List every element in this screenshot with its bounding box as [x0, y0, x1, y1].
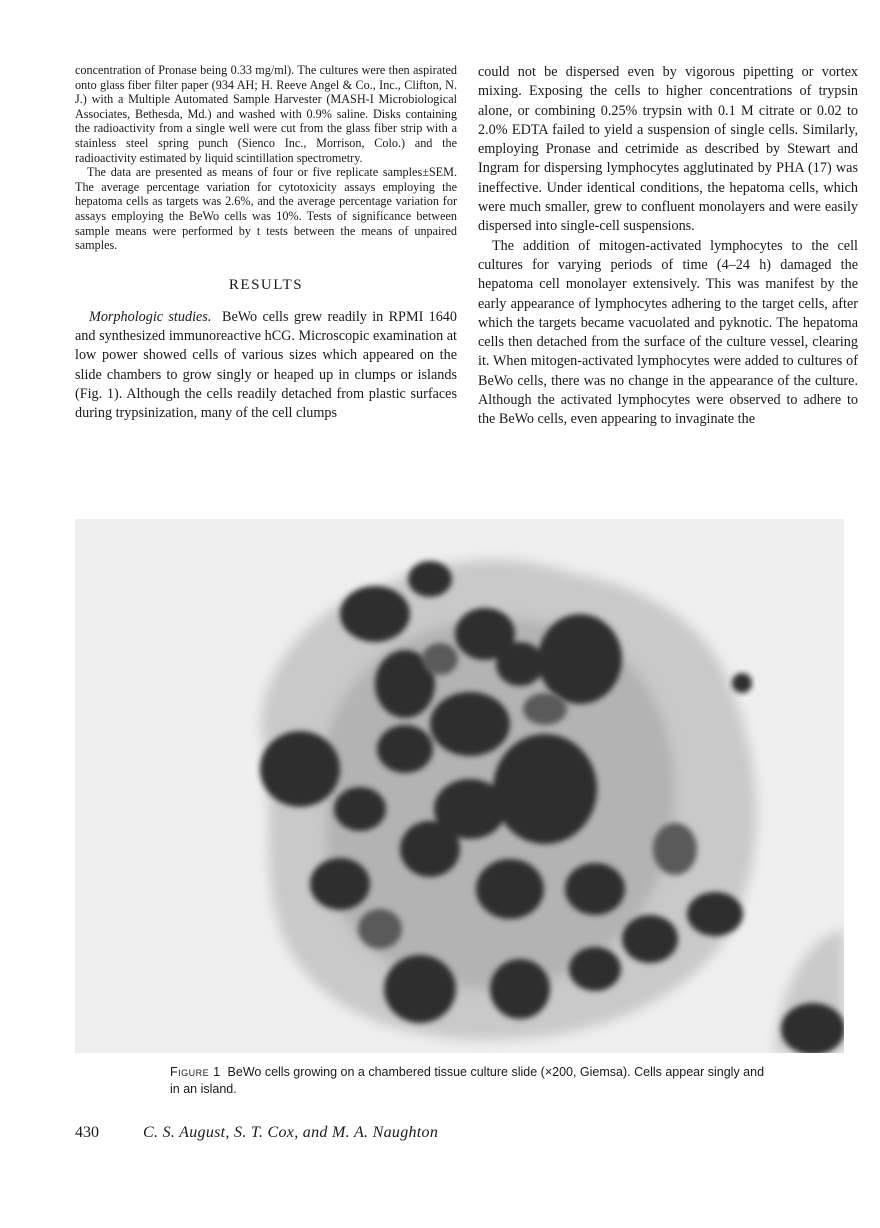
- right-paragraph-1: could not be dispersed even by vigorous pipetting or vortex mixing. Exposing the cells to higher concentrations of trypsin alone, or combining 0.25% trypsin with 0.1 M citrate or 0.02 to 2.0% EDTA failed to yield a suspension of single cells. Similarly, employing Pronase and cetrimide as described by Stewart and Ingram for dispersing lymphocytes agglutinated by PHA (17) was ineffective. Under identical conditions, the hepatoma cells, which were much smaller, grew to confluent monolayers and were easily dispersed into single-cell suspensions.: [478, 64, 858, 235]
- figure-caption-text: BeWo cells growing on a chambered tissue culture slide (×200, Giemsa). Cells appear singly and in an island.: [170, 1065, 765, 1096]
- methods-paragraph-1: concentration of Pronase being 0.33 mg/ml). The cultures were then aspirated onto glass fiber filter paper (934 AH; H. Reeve Angel & Co., Inc., Clifton, N. J.) with a Multiple Automated Sample Harvester (MASH-I Microbiological Associates, Bethesda, Md.) and washed with 0.9% saline. Disks containing the radioactivity from a single well were cut from the glass fiber strip with a stainless steel spring punch (Sienco Inc., Morrison, Colo.) and the radioactivity estimated by liquid scintillation spectrometry.: [75, 63, 457, 165]
- page-footer: [75, 1124, 775, 1142]
- figure-micrograph: [75, 519, 844, 1053]
- results-paragraph: [75, 308, 457, 424]
- results-paragraph-text: BeWo cells grew readily in RPMI 1640 and synthesized immunoreactive hCG. Microscopic examination at low power showed cells of various sizes which appeared on the slide chambers to grow singly or heaped up in clumps or islands (Fig. 1). Although the cells readily detached from plastic surfaces during trypsinization, many of the cell clumps: [75, 308, 457, 422]
- figure-label: Figure 1: [170, 1065, 221, 1079]
- right-paragraph-2: The addition of mitogen-activated lymphocytes to the cell cultures for varying periods of time (4–24 h) damaged the hepatoma cell monolayer extensively. This was manifest by the early appearance of lymphocytes adhering to the target cells, after which the targets became vacuolated and pyknotic. The hepatoma cells then detached from the surface of the culture vessel, clearing it. When mitogen-activated lymphocytes were added to cultures of BeWo cells, there was no change in the appearance of the culture. Although the activated lymphocytes were observed to adhere to the BeWo cells, even appearing to invaginate the: [478, 237, 858, 428]
- left-column: [75, 63, 457, 424]
- results-text: [75, 308, 457, 424]
- footer-authors: C. S. August, S. T. Cox, and M. A. Naughton: [143, 1124, 439, 1141]
- methods-paragraph-2: The data are presented as means of four or five replicate samples±SEM. The average percentage variation for cytotoxicity assays employing the hepatoma cells as targets was 2.6%, and the average percentage variation for assays employing the BeWo cells was 10%. Tests of significance between sample means were performed by t tests between the means of unpaired samples.: [75, 165, 457, 253]
- micrograph-image: [75, 519, 844, 1053]
- results-lead: Morphologic studies.: [89, 308, 212, 325]
- results-heading: RESULTS: [228, 276, 304, 293]
- figure-caption: [170, 1064, 770, 1098]
- page-number: 430: [75, 1124, 99, 1141]
- methods-text: [75, 63, 457, 253]
- right-column: [478, 63, 858, 430]
